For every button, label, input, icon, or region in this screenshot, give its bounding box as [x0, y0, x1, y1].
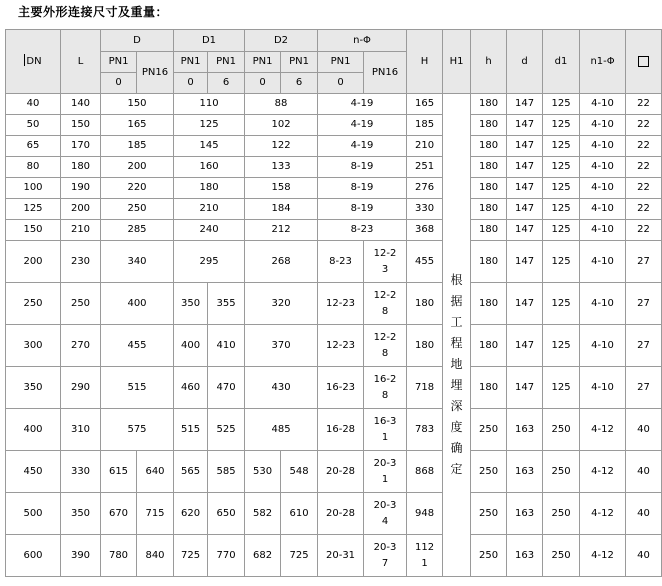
- cell-d1-pn16: 525: [208, 409, 245, 451]
- cell-d-small: 163: [507, 493, 543, 535]
- cell-d1-pn10: 565: [174, 451, 208, 493]
- cell-H: 368: [407, 220, 443, 241]
- cell-d1: 210: [174, 199, 245, 220]
- cell-n1-phi: 4-10: [580, 325, 626, 367]
- cell-square: 40: [626, 493, 662, 535]
- cell-d1-small: 125: [543, 220, 580, 241]
- cell-d-small: 163: [507, 451, 543, 493]
- cell-H: 210: [407, 136, 443, 157]
- cell-h: 250: [471, 409, 507, 451]
- cell-d1-pn10: 620: [174, 493, 208, 535]
- cell-n-phi-pn10: 12-23: [318, 283, 364, 325]
- cell-H: 251: [407, 157, 443, 178]
- cell-n1-phi: 4-12: [580, 409, 626, 451]
- cell-n-phi-pn16: [364, 535, 407, 577]
- cell-h: 180: [471, 94, 507, 115]
- cell-n1-phi: 4-10: [580, 367, 626, 409]
- cell-dn: 125: [6, 199, 61, 220]
- cell-d2: 122: [245, 136, 318, 157]
- cell-h: 180: [471, 220, 507, 241]
- cell-d-pn16: 640: [137, 451, 174, 493]
- cell-dn: 450: [6, 451, 61, 493]
- cell-h: 180: [471, 157, 507, 178]
- cell-l: 390: [61, 535, 101, 577]
- d1-pn16-top: PN1: [208, 52, 245, 73]
- cell-d-pn10: 670: [101, 493, 137, 535]
- cell-d1-small: 125: [543, 178, 580, 199]
- cell-d1-small: 125: [543, 367, 580, 409]
- cell-n-phi-pn16-line-2: 4: [381, 515, 389, 527]
- cell-n-phi-pn10: 16-23: [318, 367, 364, 409]
- cell-H: 783: [407, 409, 443, 451]
- cell-h: 180: [471, 325, 507, 367]
- table-row: [6, 367, 662, 409]
- table-row: [6, 136, 662, 157]
- cell-l: 140: [61, 94, 101, 115]
- table-row: [6, 94, 662, 115]
- cell-d2: 184: [245, 199, 318, 220]
- cell-d1: 240: [174, 220, 245, 241]
- d1-pn10-top: PN1: [174, 52, 208, 73]
- cell-n1-phi: 4-10: [580, 199, 626, 220]
- h1-note-char: 程: [450, 336, 463, 350]
- d-pn16: PN16: [137, 52, 174, 94]
- cell-n-phi: 4-19: [318, 115, 407, 136]
- cell-H: [407, 535, 443, 577]
- cell-d: 340: [101, 241, 174, 283]
- cell-d-pn16: 715: [137, 493, 174, 535]
- cell-dn: 300: [6, 325, 61, 367]
- cell-d2: 88: [245, 94, 318, 115]
- table-row: [6, 199, 662, 220]
- cell-d-pn10: 615: [101, 451, 137, 493]
- n-pn16: PN16: [364, 52, 407, 94]
- cell-d1-pn16: 650: [208, 493, 245, 535]
- cell-h: 180: [471, 115, 507, 136]
- cell-d: 285: [101, 220, 174, 241]
- cell-d: 515: [101, 367, 174, 409]
- table-body: [6, 94, 662, 577]
- cell-n-phi-pn16-line-1: 16-2: [373, 373, 397, 385]
- cell-n-phi-pn16-line-2: 8: [381, 347, 389, 359]
- cell-square: 40: [626, 535, 662, 577]
- d2-pn10-top: PN1: [245, 52, 281, 73]
- col-header-d2: D2: [245, 30, 318, 52]
- cell-square: 27: [626, 283, 662, 325]
- cell-square: 27: [626, 325, 662, 367]
- cell-n-phi-pn16: [364, 283, 407, 325]
- cell-d2-pn10: 582: [245, 493, 281, 535]
- cell-n-phi-pn16-line-2: 7: [381, 557, 389, 569]
- cell-d-pn16: 840: [137, 535, 174, 577]
- cell-d2: 158: [245, 178, 318, 199]
- n-pn10-bottom: 0: [318, 73, 364, 94]
- cell-l: 250: [61, 283, 101, 325]
- cell-d-small: 147: [507, 325, 543, 367]
- cell-d: 220: [101, 178, 174, 199]
- h1-note-char: 埋: [450, 378, 463, 392]
- page-title: 主要外形连接尺寸及重量：: [18, 5, 169, 19]
- col-header-n1-phi: n1-Φ: [580, 30, 626, 94]
- cell-l: 330: [61, 451, 101, 493]
- cell-n1-phi: 4-12: [580, 535, 626, 577]
- cell-h: 250: [471, 535, 507, 577]
- col-header-d1-small: d1: [543, 30, 580, 94]
- cell-n-phi-pn16: [364, 241, 407, 283]
- cell-n1-phi: 4-10: [580, 94, 626, 115]
- cell-d1: 145: [174, 136, 245, 157]
- cell-square: 22: [626, 157, 662, 178]
- cell-d1-small: 125: [543, 241, 580, 283]
- table-row: [6, 283, 662, 325]
- cell-H: 185: [407, 115, 443, 136]
- cell-dn: 65: [6, 136, 61, 157]
- d1-pn16-bottom: 6: [208, 73, 245, 94]
- cell-d: 400: [101, 283, 174, 325]
- cell-n-phi-pn10: 16-28: [318, 409, 364, 451]
- cell-n-phi-pn16-line-1: 12-2: [373, 331, 397, 343]
- cell-d1-pn10: 400: [174, 325, 208, 367]
- cell-h: 180: [471, 283, 507, 325]
- cell-n-phi-pn16-line-2: 8: [381, 389, 389, 401]
- cell-h: 180: [471, 367, 507, 409]
- table-row: [6, 535, 662, 577]
- cell-d2: 370: [245, 325, 318, 367]
- cell-H: 180: [407, 283, 443, 325]
- cell-h: 250: [471, 493, 507, 535]
- cell-square: 40: [626, 409, 662, 451]
- cell-d1-pn10: 350: [174, 283, 208, 325]
- cell-d2: 430: [245, 367, 318, 409]
- cell-l: 230: [61, 241, 101, 283]
- cell-d1-small: 125: [543, 283, 580, 325]
- cell-dn: 250: [6, 283, 61, 325]
- cell-n-phi-pn16-line-1: 20-3: [373, 499, 397, 511]
- cell-d: 575: [101, 409, 174, 451]
- cell-n-phi-pn10: 20-31: [318, 535, 364, 577]
- cell-d-small: 147: [507, 115, 543, 136]
- cell-square: 22: [626, 178, 662, 199]
- cell-dn: 600: [6, 535, 61, 577]
- cell-d2: 102: [245, 115, 318, 136]
- cell-d: 165: [101, 115, 174, 136]
- cell-H-line-1: 112: [414, 541, 435, 553]
- cell-d1-pn16: 770: [208, 535, 245, 577]
- cell-n-phi-pn16-line-2: 1: [381, 431, 389, 443]
- cell-d-pn10: 780: [101, 535, 137, 577]
- cell-d-small: 147: [507, 283, 543, 325]
- col-header-d-small: d: [507, 30, 543, 94]
- cell-n-phi-pn16-line-1: 16-3: [373, 415, 397, 427]
- table-row: [6, 451, 662, 493]
- cell-dn: 150: [6, 220, 61, 241]
- cell-d2: 485: [245, 409, 318, 451]
- cell-dn: 100: [6, 178, 61, 199]
- cell-h: 180: [471, 136, 507, 157]
- cell-d1-small: 125: [543, 94, 580, 115]
- cell-d1-small: 250: [543, 409, 580, 451]
- cell-square: 22: [626, 199, 662, 220]
- h1-note-char: 度: [450, 420, 463, 434]
- cell-n-phi-pn10: 12-23: [318, 325, 364, 367]
- cell-n-phi-pn16-line-2: 1: [381, 473, 389, 485]
- cell-d1-pn10: 460: [174, 367, 208, 409]
- cell-H: 718: [407, 367, 443, 409]
- cell-d1-pn16: 470: [208, 367, 245, 409]
- cell-l: 210: [61, 220, 101, 241]
- d2-pn16-top: PN1: [281, 52, 318, 73]
- col-header-H: H: [407, 30, 443, 94]
- cell-d-small: 147: [507, 178, 543, 199]
- cell-square: 22: [626, 136, 662, 157]
- table-row: [6, 220, 662, 241]
- cell-n-phi: 8-19: [318, 199, 407, 220]
- cell-n-phi-pn16: [364, 451, 407, 493]
- h1-note-char: 确: [450, 441, 463, 455]
- cell-d-small: 147: [507, 367, 543, 409]
- cell-d2: 320: [245, 283, 318, 325]
- cell-dn: 400: [6, 409, 61, 451]
- cell-d-small: 147: [507, 220, 543, 241]
- cell-l: 350: [61, 493, 101, 535]
- h1-note-char: 定: [450, 462, 463, 476]
- cell-l: 310: [61, 409, 101, 451]
- cell-n1-phi: 4-12: [580, 493, 626, 535]
- cell-h: 250: [471, 451, 507, 493]
- cell-d1: 160: [174, 157, 245, 178]
- cell-d2: 133: [245, 157, 318, 178]
- cell-n1-phi: 4-10: [580, 157, 626, 178]
- cell-d1-small: 125: [543, 136, 580, 157]
- cell-d1: 180: [174, 178, 245, 199]
- cell-dn: 200: [6, 241, 61, 283]
- cell-d-small: 147: [507, 199, 543, 220]
- d-pn10-bottom: 0: [101, 73, 137, 94]
- cell-d-small: 147: [507, 157, 543, 178]
- cell-d1-small: 250: [543, 493, 580, 535]
- cell-d: 455: [101, 325, 174, 367]
- cell-d1: 110: [174, 94, 245, 115]
- cell-H: 180: [407, 325, 443, 367]
- cell-d: 250: [101, 199, 174, 220]
- table-row: [6, 409, 662, 451]
- cell-d1-pn10: 515: [174, 409, 208, 451]
- cell-h: 180: [471, 241, 507, 283]
- cell-d: 150: [101, 94, 174, 115]
- d1-pn10-bottom: 0: [174, 73, 208, 94]
- cell-l: 190: [61, 178, 101, 199]
- cell-square: 27: [626, 367, 662, 409]
- cell-H: 948: [407, 493, 443, 535]
- cell-d-small: 163: [507, 535, 543, 577]
- cell-d2-pn10: 530: [245, 451, 281, 493]
- cell-l: 200: [61, 199, 101, 220]
- cell-l: 150: [61, 115, 101, 136]
- h1-note: [443, 94, 471, 577]
- cell-n-phi-pn16: [364, 493, 407, 535]
- cell-dn: 50: [6, 115, 61, 136]
- cell-n-phi-pn16-line-2: 3: [381, 263, 389, 275]
- h1-note-char: 地: [450, 357, 463, 371]
- cell-h: 180: [471, 199, 507, 220]
- cell-d-small: 147: [507, 241, 543, 283]
- cell-l: 290: [61, 367, 101, 409]
- cell-n1-phi: 4-10: [580, 115, 626, 136]
- cell-d1-pn16: 585: [208, 451, 245, 493]
- cell-d2-pn16: 725: [281, 535, 318, 577]
- cell-n1-phi: 4-10: [580, 220, 626, 241]
- table-row: [6, 115, 662, 136]
- cell-d2-pn16: 548: [281, 451, 318, 493]
- cell-H-line-2: 1: [421, 557, 428, 569]
- col-header-H1: H1: [443, 30, 471, 94]
- cell-H: 276: [407, 178, 443, 199]
- cell-d1-small: 125: [543, 157, 580, 178]
- cell-n-phi-pn16: [364, 325, 407, 367]
- h1-note-char: 深: [450, 399, 463, 413]
- cell-n-phi-pn10: 8-23: [318, 241, 364, 283]
- table-row: [6, 157, 662, 178]
- table-row: [6, 325, 662, 367]
- cell-square: 27: [626, 241, 662, 283]
- cell-n1-phi: 4-10: [580, 178, 626, 199]
- col-header-square: [626, 30, 662, 94]
- cell-n1-phi: 4-10: [580, 283, 626, 325]
- cell-d-small: 147: [507, 136, 543, 157]
- cell-n-phi-pn16-line-1: 12-2: [373, 247, 397, 259]
- cell-d-small: 163: [507, 409, 543, 451]
- cell-n1-phi: 4-10: [580, 241, 626, 283]
- h1-note-char: 根: [450, 273, 463, 287]
- cell-d1-pn10: 725: [174, 535, 208, 577]
- cell-n-phi-pn16-line-1: 20-3: [373, 457, 397, 469]
- cell-n-phi: 8-19: [318, 178, 407, 199]
- col-header-dn: DN: [6, 30, 61, 94]
- cell-d1-small: 125: [543, 325, 580, 367]
- table-row: [6, 493, 662, 535]
- cell-square: 22: [626, 94, 662, 115]
- cell-n-phi-pn10: 20-28: [318, 451, 364, 493]
- cell-d2-pn16: 610: [281, 493, 318, 535]
- cell-dn: 350: [6, 367, 61, 409]
- cell-d1-pn16: 410: [208, 325, 245, 367]
- cell-n-phi: 8-23: [318, 220, 407, 241]
- cell-n1-phi: 4-12: [580, 451, 626, 493]
- cell-H: 330: [407, 199, 443, 220]
- cell-n-phi-pn16-line-1: 20-3: [373, 541, 397, 553]
- col-header-l: L: [61, 30, 101, 94]
- cell-n-phi-pn16-line-2: 8: [381, 305, 389, 317]
- cell-n-phi: 4-19: [318, 94, 407, 115]
- cell-n1-phi: 4-10: [580, 136, 626, 157]
- cell-d2: 212: [245, 220, 318, 241]
- d2-pn10-bottom: 0: [245, 73, 281, 94]
- cell-n-phi: 4-19: [318, 136, 407, 157]
- col-header-h: h: [471, 30, 507, 94]
- cell-H: 455: [407, 241, 443, 283]
- cell-d1-small: 250: [543, 535, 580, 577]
- cell-dn: 500: [6, 493, 61, 535]
- h1-note-char: 据: [450, 294, 463, 308]
- col-header-d: D: [101, 30, 174, 52]
- d-pn10-top: PN1: [101, 52, 137, 73]
- cell-l: 270: [61, 325, 101, 367]
- cell-H: 868: [407, 451, 443, 493]
- cell-H: 165: [407, 94, 443, 115]
- dimension-table: [5, 29, 662, 577]
- cell-d1-small: 125: [543, 115, 580, 136]
- d2-pn16-bottom: 6: [281, 73, 318, 94]
- cell-n-phi-pn16: [364, 409, 407, 451]
- cell-d: 200: [101, 157, 174, 178]
- cell-square: 22: [626, 220, 662, 241]
- cell-l: 180: [61, 157, 101, 178]
- cell-l: 170: [61, 136, 101, 157]
- n-pn10-top: PN1: [318, 52, 364, 73]
- cell-dn: 80: [6, 157, 61, 178]
- cell-n-phi-pn16-line-1: 12-2: [373, 289, 397, 301]
- cell-d1: 125: [174, 115, 245, 136]
- h1-note-char: 工: [450, 315, 463, 329]
- cell-d-small: 147: [507, 94, 543, 115]
- table-header: [6, 30, 662, 94]
- table-row: [6, 178, 662, 199]
- cell-d1-small: 125: [543, 199, 580, 220]
- cell-d1: 295: [174, 241, 245, 283]
- cell-d1-pn16: 355: [208, 283, 245, 325]
- cell-n-phi-pn10: 20-28: [318, 493, 364, 535]
- cell-n-phi: 8-19: [318, 157, 407, 178]
- cell-dn: 40: [6, 94, 61, 115]
- cell-d: 185: [101, 136, 174, 157]
- cell-d2-pn10: 682: [245, 535, 281, 577]
- cell-square: 22: [626, 115, 662, 136]
- col-header-n-phi: n-Φ: [318, 30, 407, 52]
- cell-h: 180: [471, 178, 507, 199]
- cell-n-phi-pn16: [364, 367, 407, 409]
- table-row: [6, 241, 662, 283]
- col-header-d1: D1: [174, 30, 245, 52]
- cell-d2: 268: [245, 241, 318, 283]
- cell-d1-small: 250: [543, 451, 580, 493]
- cell-square: 40: [626, 451, 662, 493]
